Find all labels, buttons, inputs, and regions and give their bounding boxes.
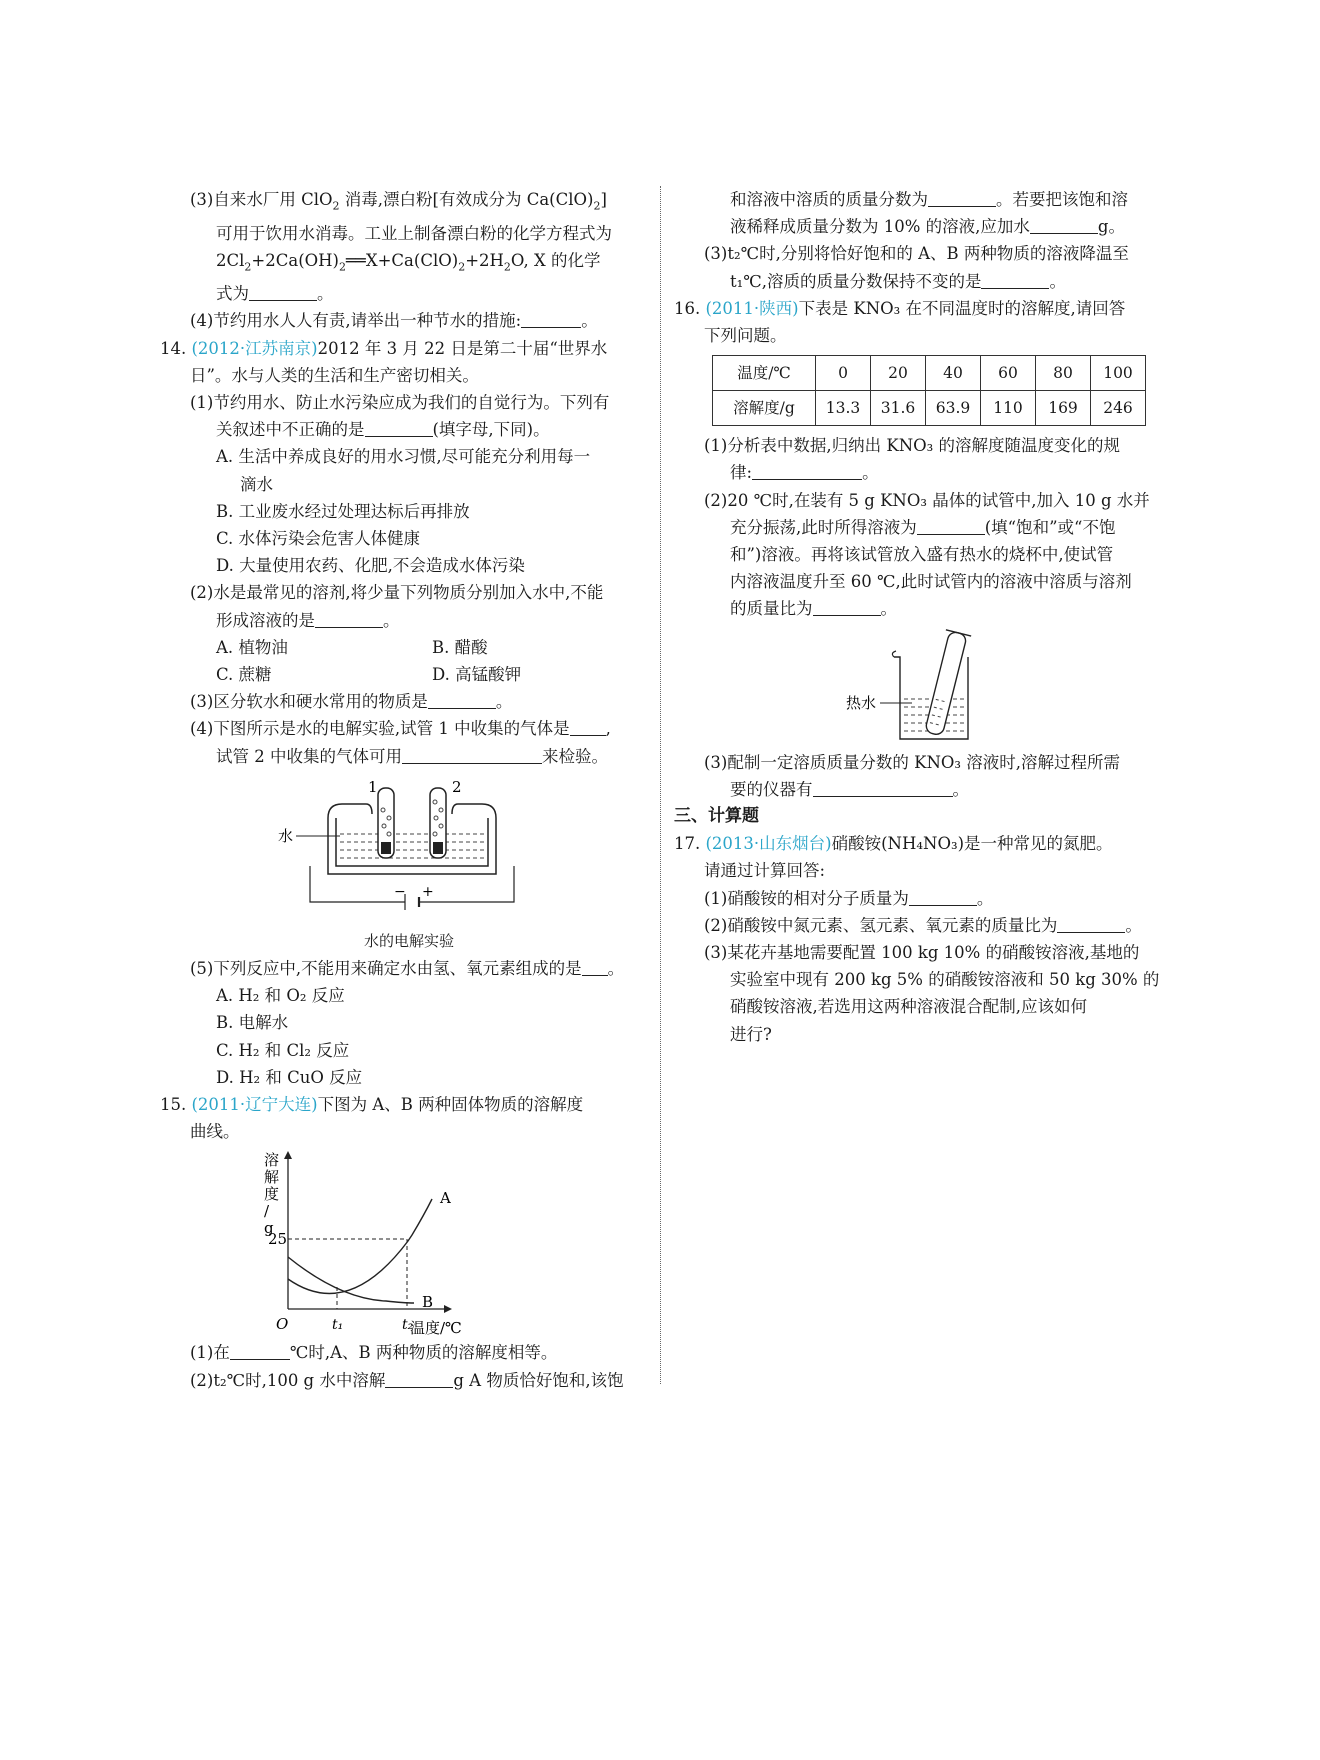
q14-2-line2: 形成溶液的是 。 [216, 610, 400, 630]
q16-2-line5: 的质量比为 。 [730, 599, 897, 619]
option-a: A. 植物油 [216, 637, 288, 657]
question-source: (2011·辽宁大连) [191, 1095, 318, 1115]
left-column [160, 186, 648, 1394]
q13-3-line1: (3)自来水厂用 ClO$_2$ 消毒,漂白粉[有效成分为 $Ca(ClO)_2$] [190, 190, 607, 213]
answer-blank[interactable] [813, 778, 953, 797]
answer-blank[interactable] [428, 690, 496, 709]
question-source: (2011·陕西) [705, 298, 799, 318]
q16-2-line2: 充分振荡,此时所得溶液为 (填“饱和”或“不饱 [730, 517, 1116, 537]
option-d: D. 高锰酸钾 [432, 665, 522, 685]
q15-2: (2)t₂℃时,100 g 水中溶解 g A 物质恰好饱和,该饱 [190, 1370, 624, 1390]
hot-water-label: 热水 [846, 693, 877, 712]
table-cell: 0 [816, 356, 871, 391]
answer-blank[interactable] [1030, 215, 1098, 234]
q14-1-option-a-cont: 滴水 [240, 474, 273, 494]
beaker-diagram [674, 627, 1170, 745]
y-axis-label-char: 度 [264, 1185, 280, 1204]
q17-1: (1)硝酸铵的相对分子质量为 。 [704, 888, 994, 908]
q13-3-answer: 式为 。 [216, 284, 334, 304]
table-cell: 63.9 [926, 391, 981, 426]
q15-stem-2: 曲线。 [190, 1122, 240, 1142]
x-tick-t1: t₁ [332, 1317, 344, 1334]
electrolysis-caption: 水的电解实验 [363, 931, 454, 950]
table-cell: 40 [926, 356, 981, 391]
q14-1-option-b: B. 工业废水经过处理达标后再排放 [216, 501, 470, 521]
answer-blank[interactable] [249, 282, 317, 301]
question-source: (2013·山东烟台) [705, 834, 832, 854]
q17-3-line1: (3)某花卉基地需要配置 100 kg 10% 的硝酸铵溶液,基地的 [704, 943, 1140, 963]
q16-3-line2: 要的仪器有 。 [730, 779, 969, 799]
answer-blank[interactable] [909, 887, 977, 906]
q16-stem: 16. (2011·陕西)下表是 KNO₃ 在不同温度时的溶解度,请回答 [674, 298, 1126, 318]
q14-stem-2: 日”。水与人类的生活和生产密切相关。 [190, 365, 479, 385]
q15-1: (1)在 ℃时,A、B 两种物质的溶解度相等。 [190, 1343, 558, 1363]
column-divider [660, 186, 661, 1384]
q16-1-line2: 律: 。 [730, 463, 879, 483]
q13-4: (4)节约用水人人有责,请举出一种节水的措施: 。 [190, 311, 598, 331]
answer-blank[interactable] [1057, 914, 1125, 933]
table-header-cell: 温度/℃ [713, 356, 816, 391]
q15-3-line2: t₁℃,溶质的质量分数保持不变的是 。 [730, 271, 1066, 291]
answer-blank[interactable] [402, 745, 542, 764]
table-cell: 100 [1091, 356, 1146, 391]
answer-blank[interactable] [981, 270, 1049, 289]
tube-1-label: 1 [368, 777, 378, 796]
q14-1-option-d: D. 大量使用农药、化肥,不会造成水体污染 [216, 556, 525, 576]
q17-3-line3: 硝酸铵溶液,若选用这两种溶液混合配制,应该如何 [730, 997, 1087, 1017]
test-tube [921, 629, 971, 736]
solubility-curve-svg [160, 1149, 648, 1335]
table-cell: 13.3 [816, 391, 871, 426]
x-axis-label: 温度/℃ [410, 1319, 462, 1336]
table-row [713, 356, 1146, 391]
q15-3-line1: (3)t₂℃时,分别将恰好饱和的 A、B 两种物质的溶液降温至 [704, 244, 1129, 264]
q17-stem: 17. (2013·山东烟台)硝酸铵(NH₄NO₃)是一种常见的氮肥。 [674, 834, 1113, 854]
minus-label: − [394, 883, 406, 900]
series-label-A: A [440, 1189, 451, 1208]
q16-2-line3: 和”)溶液。再将该试管放入盛有热水的烧杯中,使试管 [730, 545, 1114, 565]
answer-blank[interactable] [521, 309, 581, 328]
y-axis-label [264, 1151, 279, 1237]
water-label: 水 [278, 826, 294, 845]
answer-blank[interactable] [365, 418, 433, 437]
answer-blank[interactable] [917, 516, 985, 535]
answer-blank[interactable] [582, 957, 608, 976]
series-line-A [288, 1199, 432, 1293]
x-tick-t2: t₂ [402, 1317, 414, 1334]
answer-blank[interactable] [813, 597, 881, 616]
answer-blank[interactable] [230, 1341, 290, 1360]
y-axis-arrow [284, 1151, 292, 1159]
solubility-chart [160, 1149, 648, 1335]
q13-3-equation: $2Cl_2+2Ca(OH)_2══X+Ca(ClO)_2+2H_2O$, X 的化学 [216, 250, 601, 273]
q17-3-line2: 实验室中现有 200 kg 5% 的硝酸铵溶液和 50 kg 30% 的 [730, 970, 1160, 990]
q14-2-line1: (2)水是最常见的溶剂,将少量下列物质分别加入水中,不能 [190, 583, 604, 603]
q14-2-options-row1 [160, 634, 648, 661]
answer-blank[interactable] [928, 188, 996, 207]
q16-stem-2: 下列问题。 [704, 326, 787, 346]
q17-2: (2)硝酸铵中氮元素、氢元素、氧元素的质量比为 。 [704, 915, 1142, 935]
y-axis-label-char: 解 [264, 1168, 280, 1187]
q15-stem: 15. (2011·辽宁大连)下图为 A、B 两种固体物质的溶解度 [160, 1095, 584, 1115]
q14-3: (3)区分软水和硬水常用的物质是 。 [190, 692, 513, 712]
table-cell: 110 [981, 391, 1036, 426]
table-cell: 246 [1091, 391, 1146, 426]
series-label-B: B [422, 1293, 434, 1312]
table-cell: 20 [871, 356, 926, 391]
tube-2-label: 2 [452, 777, 462, 796]
q14-stem: 14. (2012·江苏南京)2012 年 3 月 22 日是第二十届“世界水 [160, 338, 608, 358]
q14-5-option-c: C. H₂ 和 Cl₂ 反应 [216, 1040, 350, 1060]
q16-2-line4: 内溶液温度升至 60 ℃,此时试管内的溶液中溶质与溶剂 [730, 572, 1132, 592]
origin-label: O [276, 1315, 289, 1334]
q14-5-option-a: A. H₂ 和 O₂ 反应 [216, 986, 345, 1006]
table-cell: 80 [1036, 356, 1091, 391]
series-line-B [288, 1257, 414, 1303]
table-cell: 31.6 [871, 391, 926, 426]
y-axis-label-char: / [264, 1202, 270, 1221]
y-axis-label-char: g [264, 1219, 274, 1238]
q14-1-line2: 关叙述中不正确的是 (填字母,下同)。 [216, 420, 550, 440]
answer-blank[interactable] [385, 1369, 453, 1388]
q14-1-option-a: A. 生活中养成良好的用水习惯,尽可能充分利用每一 [216, 447, 591, 467]
kno3-solubility-table [712, 355, 1146, 426]
section-heading: 三、计算题 [674, 806, 759, 827]
option-b: B. 醋酸 [432, 637, 488, 657]
q14-4-line1: (4)下图所示是水的电解实验,试管 1 中收集的气体是 , [190, 719, 611, 739]
right-column [674, 186, 1170, 1048]
q14-4-line2: 试管 2 中收集的气体可用 来检验。 [216, 746, 608, 766]
table-cell: 60 [981, 356, 1036, 391]
q16-3-line1: (3)配制一定溶质质量分数的 KNO₃ 溶液时,溶解过程所需 [704, 752, 1121, 772]
q13-3-line2: 可用于饮用水消毒。工业上制备漂白粉的化学方程式为 [216, 223, 612, 243]
q14-1-line1: (1)节约用水、防止水污染应成为我们的自觉行为。下列有 [190, 393, 610, 413]
table-cell: 169 [1036, 391, 1091, 426]
answer-blank[interactable] [315, 609, 383, 628]
question-source: (2012·江苏南京) [191, 338, 318, 358]
q14-5: (5)下列反应中,不能用来确定水由氢、氧元素组成的是 。 [190, 959, 625, 979]
q14-5-option-b: B. 电解水 [216, 1013, 289, 1033]
table-header-cell: 溶解度/g [713, 391, 816, 426]
q15-2-cont-1: 和溶液中溶质的质量分数为 。若要把该饱和溶 [730, 190, 1128, 209]
answer-blank[interactable] [570, 717, 606, 736]
electrolysis-figure [160, 774, 648, 924]
answer-blank[interactable] [752, 461, 862, 480]
q17-3-line4: 进行? [730, 1024, 772, 1044]
y-axis-label-char: 溶 [264, 1151, 280, 1170]
electrolysis-diagram [160, 774, 648, 924]
table-row [713, 391, 1146, 426]
x-axis-arrow [444, 1305, 452, 1313]
beaker-figure [674, 627, 1170, 745]
q17-stem-2: 请通过计算回答: [704, 861, 826, 881]
q15-2-cont-2: 液稀释成质量分数为 10% 的溶液,应加水 g。 [730, 217, 1125, 237]
q14-1-option-c: C. 水体污染会危害人体健康 [216, 529, 421, 549]
q14-2-options-row2 [160, 661, 648, 688]
q16-2-line1: (2)20 ℃时,在装有 5 g KNO₃ 晶体的试管中,加入 10 g 水并 [704, 490, 1150, 510]
option-c: C. 蔗糖 [216, 665, 272, 685]
y-tick-label: 25 [268, 1230, 288, 1249]
plus-label: + [422, 883, 434, 900]
q16-1-line1: (1)分析表中数据,归纳出 KNO₃ 的溶解度随温度变化的规 [704, 436, 1121, 456]
q14-5-option-d: D. H₂ 和 CuO 反应 [216, 1067, 363, 1087]
